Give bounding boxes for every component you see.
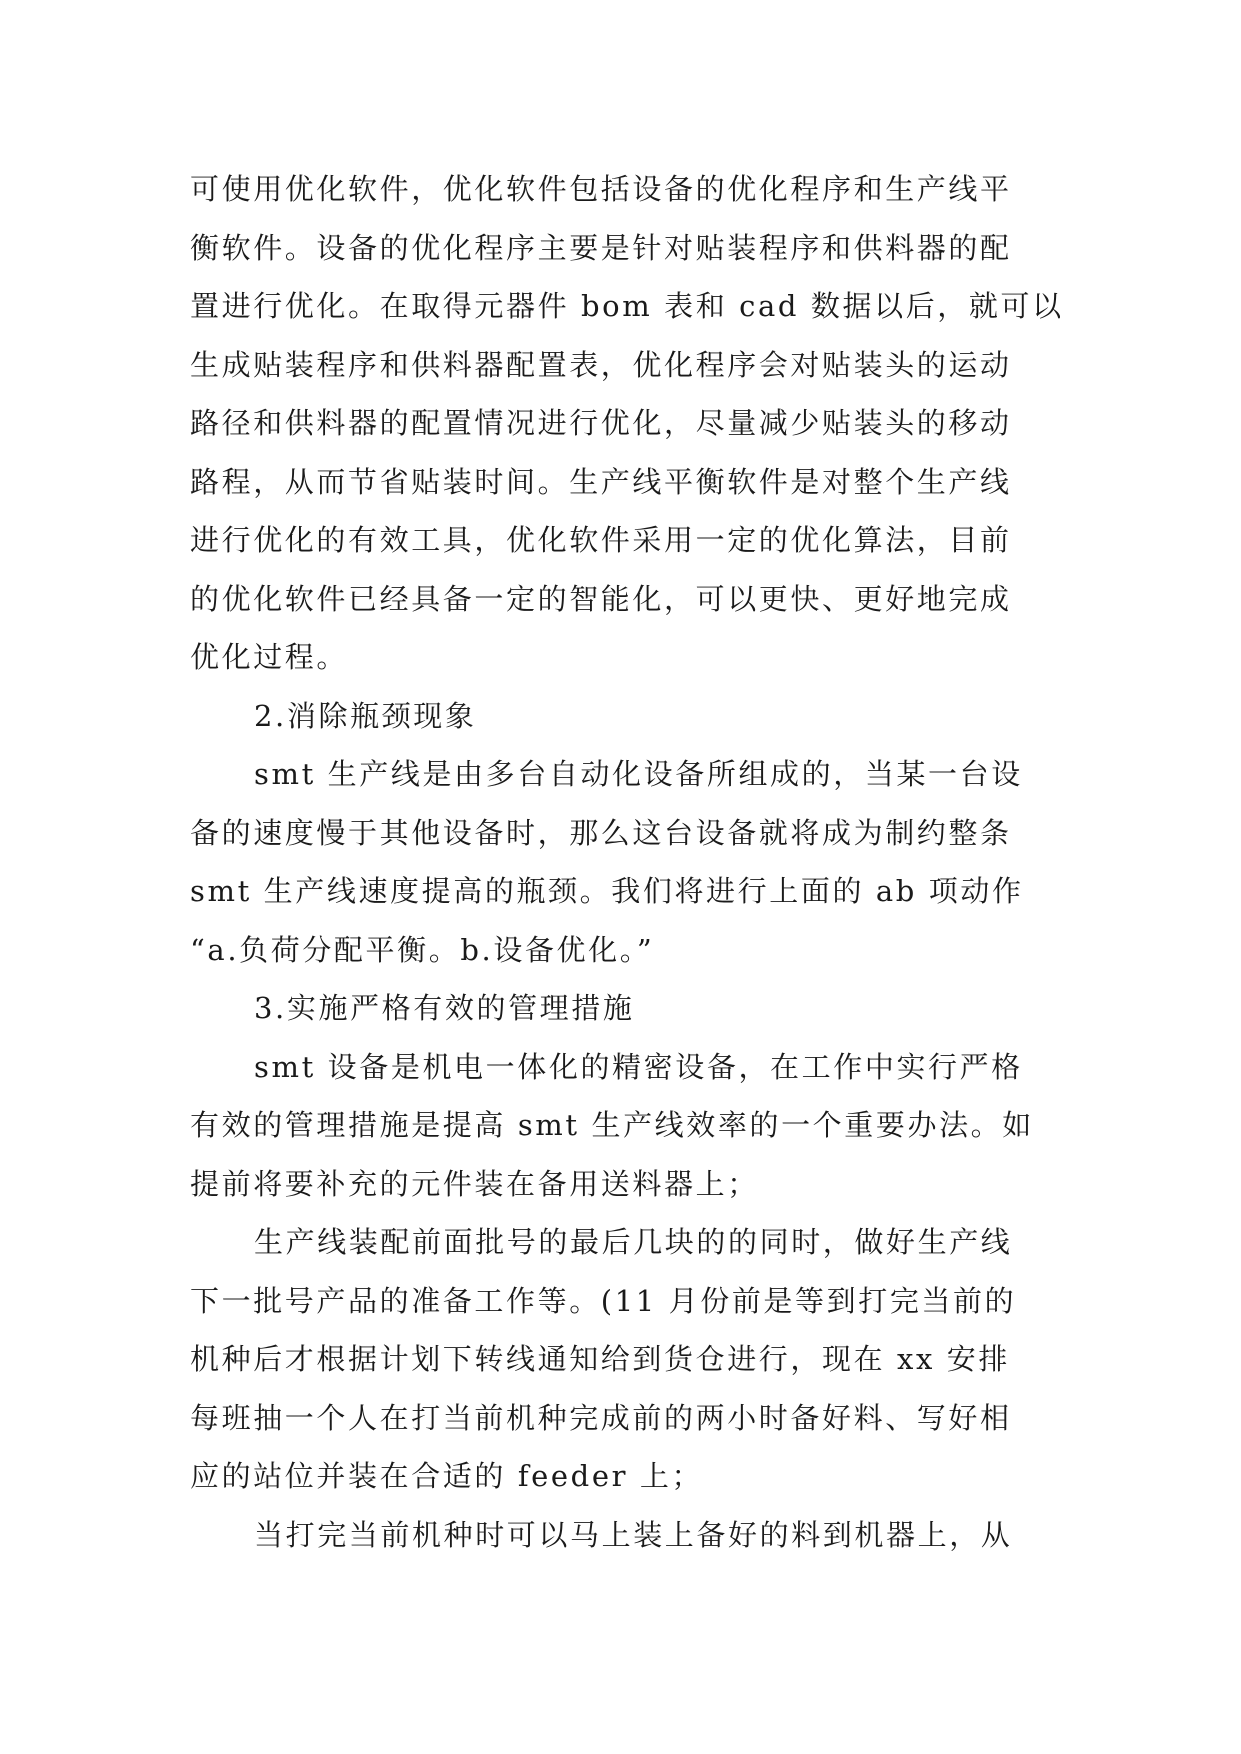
text-line: 下一批号产品的准备工作等。(11 月份前是等到打完当前的: [190, 1283, 1017, 1318]
text-line: 优化过程。: [190, 640, 349, 674]
text-line: 当打完当前机种时可以马上装上备好的料到机器上，从: [254, 1517, 1013, 1552]
text-line: 2.消除瓶颈现象: [254, 698, 477, 733]
text-line: 机种后才根据计划下转线通知给到货仓进行，现在 xx 安排: [190, 1342, 1010, 1376]
text-line: 生产线装配前面批号的最后几块的的同时，做好生产线: [254, 1225, 1013, 1259]
text-line: 进行优化的有效工具，优化软件采用一定的优化算法，目前: [190, 523, 1012, 557]
text-line: 备的速度慢于其他设备时，那么这台设备就将成为制约整条: [190, 815, 1012, 850]
text-line: 路径和供料器的配置情况进行优化，尽量减少贴装头的移动: [190, 406, 1012, 440]
text-line: 提前将要补充的元件装在备用送料器上；: [190, 1166, 759, 1201]
text-line: 的优化软件已经具备一定的智能化，可以更快、更好地完成: [190, 581, 1012, 616]
text-line: 路程，从而节省贴装时间。生产线平衡软件是对整个生产线: [190, 464, 1012, 499]
document-body: [190, 160, 1064, 1564]
text-line: 每班抽一个人在打当前机种完成前的两小时备好料、写好相: [190, 1400, 1012, 1435]
text-line: 应的站位并装在合适的 feeder 上；: [190, 1459, 704, 1493]
text-line: smt 设备是机电一体化的精密设备，在工作中实行严格: [254, 1049, 1023, 1084]
text-line: 有效的管理措施是提高 smt 生产线效率的一个重要办法。如: [190, 1108, 1034, 1142]
text-line: “a.负荷分配平衡。b.设备优化。”: [190, 932, 655, 967]
text-line: 置进行优化。在取得元器件 bom 表和 cad 数据以后，就可以: [190, 289, 1064, 323]
text-line: smt 生产线是由多台自动化设备所组成的，当某一台设: [254, 757, 1023, 791]
text-line: 衡软件。设备的优化程序主要是针对贴装程序和供料器的配: [190, 230, 1012, 265]
text-line: 生成贴装程序和供料器配置表，优化程序会对贴装头的运动: [190, 347, 1012, 382]
text-line: 3.实施严格有效的管理措施: [254, 991, 635, 1025]
text-line: 可使用优化软件，优化软件包括设备的优化程序和生产线平: [190, 172, 1012, 206]
text-line: smt 生产线速度提高的瓶颈。我们将进行上面的 ab 项动作: [190, 874, 1024, 908]
